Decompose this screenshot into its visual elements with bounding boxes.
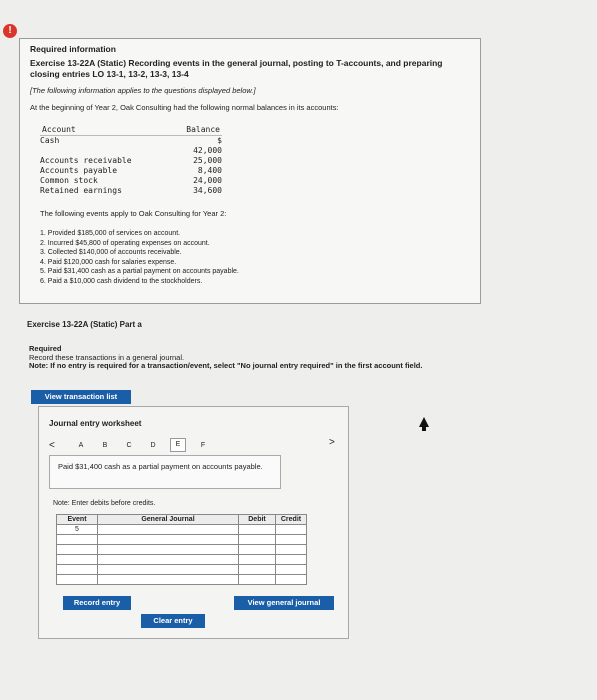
part-title: Exercise 13-22A (Static) Part a: [27, 320, 142, 329]
debit-field[interactable]: [239, 545, 276, 555]
balances-intro: At the beginning of Year 2, Oak Consulting had the following normal balances in its accounts:: [30, 103, 339, 112]
account-name: Accounts payable: [40, 166, 118, 175]
events-list: [40, 229, 239, 286]
account-balance: 34,600: [193, 186, 222, 195]
event-item: 3. Collected $140,000 of accounts receivable.: [40, 249, 182, 256]
journal-header-row: [57, 515, 307, 525]
worksheet-tabs: [49, 438, 215, 452]
account-name: Common stock: [40, 176, 98, 185]
account-field[interactable]: [98, 545, 239, 555]
events-intro: The following events apply to Oak Consulting for Year 2:: [40, 209, 227, 218]
alert-icon: !: [3, 24, 17, 38]
journal-row: [57, 555, 307, 565]
balance-row: [40, 176, 222, 186]
balance-row: [40, 136, 222, 146]
note-label: Note:: [29, 361, 49, 370]
journal-row: [57, 545, 307, 555]
balances-table: [40, 125, 222, 196]
tab-c[interactable]: C: [126, 441, 132, 449]
currency-symbol: $: [217, 136, 222, 145]
account-balance: 25,000: [193, 156, 222, 165]
account-field[interactable]: [98, 525, 239, 535]
event-item: 5. Paid $31,400 cash as a partial payment on accounts payable.: [40, 268, 239, 275]
prev-arrow-icon[interactable]: <: [49, 439, 55, 451]
account-balance: 8,400: [197, 166, 222, 175]
credit-column-header: Credit: [276, 515, 307, 525]
account-balance: 24,000: [193, 176, 222, 185]
account-field[interactable]: [98, 555, 239, 565]
journal-row: [57, 535, 307, 545]
general-journal-column-header: General Journal: [98, 515, 239, 525]
account-field[interactable]: [98, 565, 239, 575]
next-arrow-icon[interactable]: >: [329, 437, 335, 448]
event-item: 6. Paid a $10,000 cash dividend to the stockholders.: [40, 277, 203, 285]
note-text: If no entry is required for a transaction/event, select "No journal entry required" in the first account field.: [50, 361, 423, 370]
balances-header: [40, 125, 222, 136]
credit-field[interactable]: [276, 575, 307, 585]
account-field[interactable]: [98, 575, 239, 585]
debit-column-header: Debit: [239, 515, 276, 525]
journal-row: [57, 575, 307, 585]
required-instructions: [29, 345, 499, 371]
transaction-description: Paid $31,400 cash as a partial payment on accounts payable.: [49, 455, 281, 489]
event-item: 4. Paid $120,000 cash for salaries expense.: [40, 258, 177, 266]
event-item: 1. Provided $185,000 of services on account.: [40, 230, 181, 237]
debit-field[interactable]: [239, 535, 276, 545]
view-transaction-list-button[interactable]: View transaction list: [31, 390, 131, 404]
account-field[interactable]: [98, 535, 239, 545]
credit-field[interactable]: [276, 535, 307, 545]
account-name: Accounts receivable: [40, 156, 132, 165]
journal-row: [57, 565, 307, 575]
record-entry-button[interactable]: Record entry: [63, 596, 131, 610]
event-column-header: Event: [57, 515, 98, 525]
cursor-arrow-stem: [422, 425, 426, 431]
journal-table: [56, 514, 307, 585]
tab-a[interactable]: A: [78, 441, 84, 449]
tab-f[interactable]: F: [200, 441, 206, 449]
account-balance: 42,000: [193, 146, 222, 155]
balance-row: [40, 186, 222, 196]
required-information-panel: [19, 38, 481, 304]
clear-entry-button[interactable]: Clear entry: [141, 614, 205, 628]
tab-d[interactable]: D: [150, 441, 156, 449]
credit-field[interactable]: [276, 555, 307, 565]
debit-field[interactable]: [239, 555, 276, 565]
event-number: 5: [57, 525, 98, 535]
required-label: Required: [29, 344, 62, 353]
event-item: 2. Incurred $45,800 of operating expenses on account.: [40, 239, 210, 247]
journal-entry-worksheet: [38, 406, 349, 639]
balance-row: [40, 156, 222, 166]
balance-column-header: Balance: [186, 125, 220, 134]
debits-before-credits-note: Note: Enter debits before credits.: [53, 500, 156, 507]
balance-row: [40, 146, 222, 156]
account-column-header: Account: [42, 125, 76, 134]
applies-note: [The following information applies to the questions displayed below.]: [30, 86, 256, 95]
debit-field[interactable]: [239, 525, 276, 535]
journal-row: [57, 525, 307, 535]
required-text: Record these transactions in a general journal.: [29, 352, 185, 362]
account-name: Retained earnings: [40, 186, 122, 195]
credit-field[interactable]: [276, 525, 307, 535]
account-name: Cash: [40, 136, 60, 145]
worksheet-title: Journal entry worksheet: [49, 419, 142, 428]
debit-field[interactable]: [239, 575, 276, 585]
tab-e[interactable]: E: [170, 438, 186, 452]
debit-field[interactable]: [239, 565, 276, 575]
view-general-journal-button[interactable]: View general journal: [234, 596, 334, 610]
credit-field[interactable]: [276, 565, 307, 575]
credit-field[interactable]: [276, 545, 307, 555]
balance-row: [40, 166, 222, 176]
required-information-heading: Required information: [30, 44, 116, 54]
exercise-title: Exercise 13-22A (Static) Recording events in the general journal, posting to T-accounts, and preparing closing entries LO 13-1, 13-2, 13-3, 13-4: [30, 58, 443, 79]
tab-b[interactable]: B: [102, 441, 108, 449]
